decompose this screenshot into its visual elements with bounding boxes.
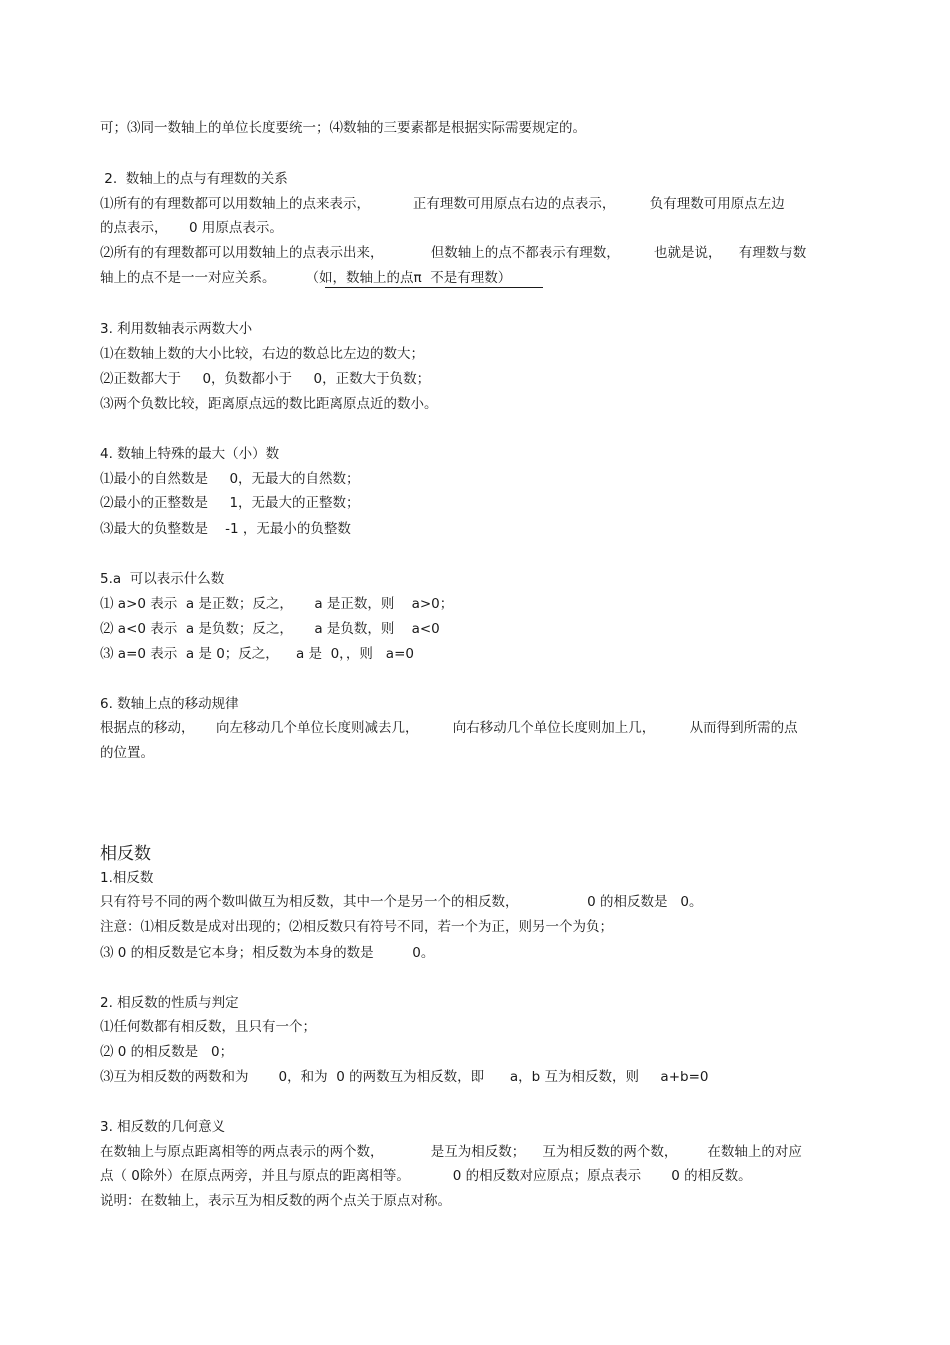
text-line: 说明：在数轴上，表示互为相反数的两个点关于原点对称。 xyxy=(100,1193,451,1209)
text-line: ⑵ a<0 表示 a 是负数；反之， a 是负数，则 a<0 xyxy=(100,621,440,637)
text-line: ⑴在数轴上数的大小比较，右边的数总比左边的数大； xyxy=(100,346,424,362)
text-line: ⑴所有的有理数都可以用数轴上的点来表示， 正有理数可用原点右边的点表示， 负有理数可用原点左边 xyxy=(100,196,785,212)
text-line: ⑵最小的正整数是 1，无最大的正整数； xyxy=(100,495,360,511)
section-heading: 4. 数轴上特殊的最大（小）数 xyxy=(100,446,280,462)
text-line: 点（ 0除外）在原点两旁，并且与原点的距离相等。 0 的相反数对应原点；原点表示 0 的相反数。 xyxy=(100,1168,752,1184)
text-line: ⑶ 0 的相反数是它本身；相反数为本身的数是 0。 xyxy=(100,945,435,961)
text-line: ⑶互为相反数的两数和为 0，和为 0 的两数互为相反数，即 a，b 互为相反数，则 a+b=0 xyxy=(100,1069,709,1085)
text-line: 根据点的移动， 向左移动几个单位长度则减去几， 向右移动几个单位长度则加上几， 从而得到所需的点 xyxy=(100,720,798,736)
underline xyxy=(325,287,543,288)
text-line: 只有符号不同的两个数叫做互为相反数，其中一个是另一个的相反数， 0 的相反数是 0。 xyxy=(100,894,703,910)
text-line: ⑶最大的负整数是 -1 ，无最小的负整数 xyxy=(100,521,351,537)
section-heading: 2. 数轴上的点与有理数的关系 xyxy=(100,171,288,187)
chapter-title: 相反数 xyxy=(100,844,151,864)
text-line: 注意：⑴相反数是成对出现的；⑵相反数只有符号不同，若一个为正，则另一个为负； xyxy=(100,919,613,935)
section-heading: 1.相反数 xyxy=(100,870,154,886)
text-line: ⑵ 0 的相反数是 0； xyxy=(100,1044,234,1060)
text-line: 的位置。 xyxy=(100,745,154,761)
text-line: ⑴ a>0 表示 a 是正数；反之， a 是正数，则 a>0； xyxy=(100,596,454,612)
text-line: ⑶两个负数比较，距离原点远的数比距离原点近的数小。 xyxy=(100,396,438,412)
text-line: ⑵所有的有理数都可以用数轴上的点表示出来， 但数轴上的点不都表示有理数， 也就是说， 有理数与数 xyxy=(100,245,807,261)
section-heading: 5.a 可以表示什么数 xyxy=(100,571,225,587)
text-line: ⑶ a=0 表示 a 是 0；反之， a 是 0，，则 a=0 xyxy=(100,646,414,662)
text-line: 在数轴上与原点距离相等的两点表示的两个数， 是互为相反数； 互为相反数的两个数， 在数轴上的对应 xyxy=(100,1144,802,1160)
text-line: ⑴任何数都有相反数，且只有一个； xyxy=(100,1019,316,1035)
text-line: 的点表示， 0 用原点表示。 xyxy=(100,220,283,236)
section-heading: 3. 相反数的几何意义 xyxy=(100,1119,226,1135)
section-heading: 6. 数轴上点的移动规律 xyxy=(100,696,239,712)
section-heading: 2. 相反数的性质与判定 xyxy=(100,995,239,1011)
text-line: 轴上的点不是一一对应关系。 （如，数轴上的点π 不是有理数） xyxy=(100,270,512,286)
text-line: 可；⑶同一数轴上的单位长度要统一；⑷数轴的三要素都是根据实际需要规定的。 xyxy=(100,120,586,136)
text-line: ⑴最小的自然数是 0，无最大的自然数； xyxy=(100,471,360,487)
section-heading: 3. 利用数轴表示两数大小 xyxy=(100,321,253,337)
text-line: ⑵正数都大于 0，负数都小于 0，正数大于负数； xyxy=(100,371,431,387)
